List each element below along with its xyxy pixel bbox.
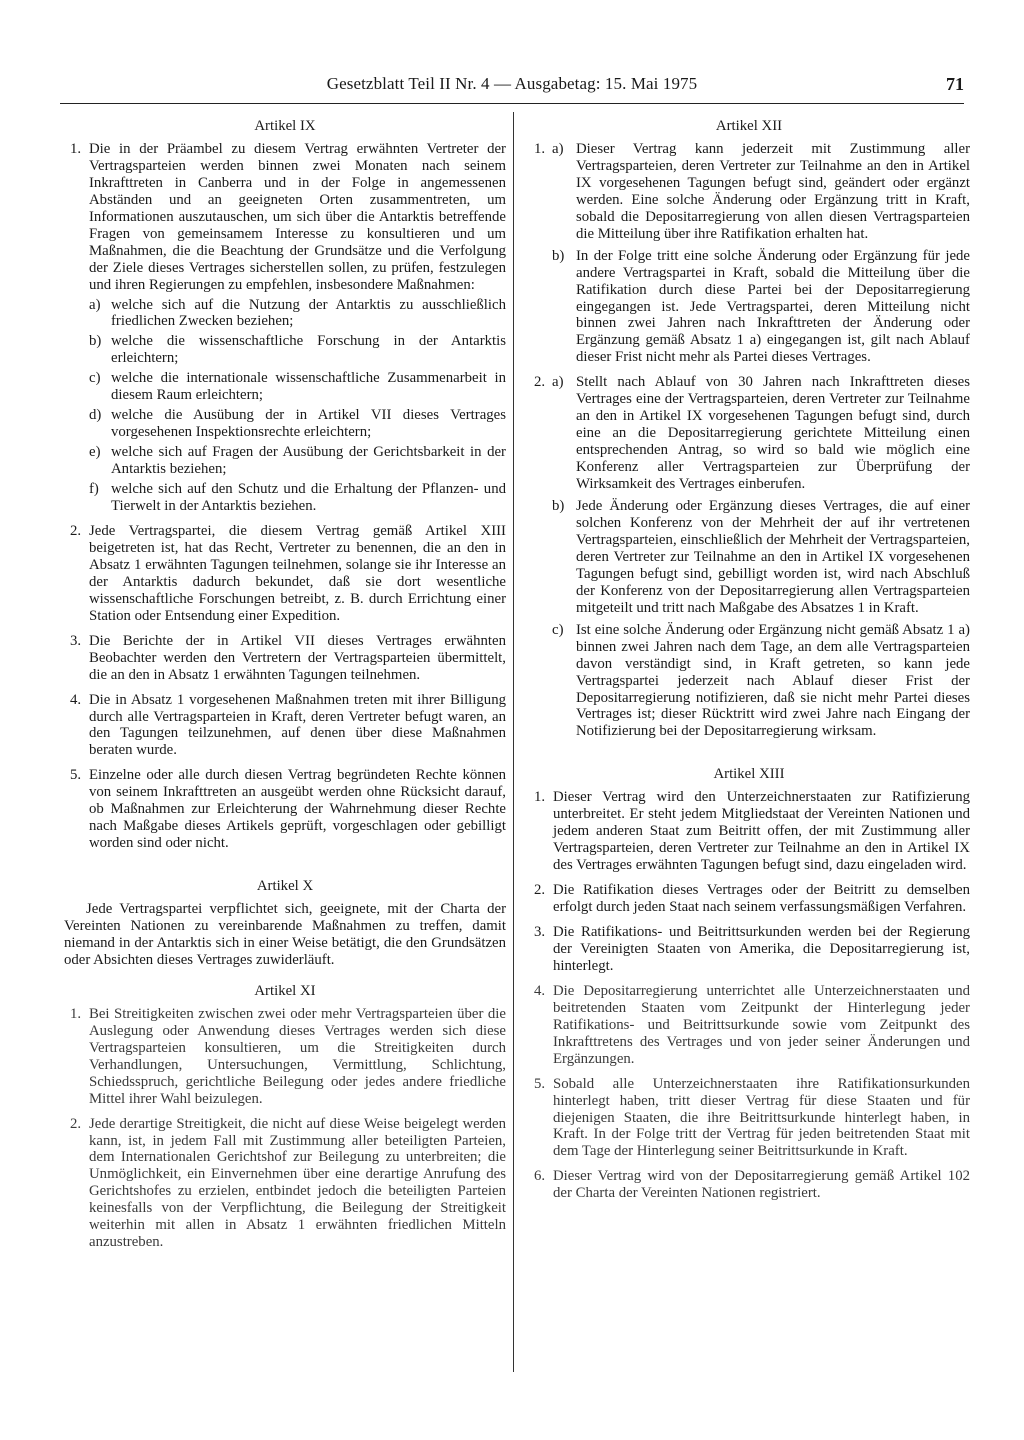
- sub-item-text: welche sich auf den Schutz und die Erhaltung der Pflanzen- und Tierwelt in der Antarktis beziehen.: [111, 481, 506, 515]
- paragraph-number: 3.: [534, 923, 546, 940]
- paragraph-number: 6.: [534, 1168, 546, 1185]
- sub-item-letter: c): [552, 621, 564, 638]
- paragraph: [528, 983, 970, 1068]
- sub-item-text: welche die Ausübung der in Artikel VII dieses Vertrages vorgesehenen Inspektionsrechte erleichtern;: [111, 407, 506, 441]
- sub-item-letter: f): [89, 481, 99, 498]
- paragraph: [64, 1006, 506, 1108]
- sub-item: [552, 498, 970, 617]
- paragraph-number: 2.: [70, 522, 82, 539]
- paragraph-number: 2.: [534, 882, 546, 899]
- paragraph: [528, 141, 970, 366]
- paragraph: [528, 1076, 970, 1161]
- paragraph: [528, 374, 970, 740]
- paragraph: [528, 882, 970, 916]
- paragraph-text: Jede Vertragspartei, die diesem Vertrag gemäß Artikel XIII beigetreten ist, hat das Recht, Vertreter zu benennen, die an den in Absatz 1 erwähnten Tagungen teilnehmen, solange sie ihr Interesse an der Antarktis dadurch bekundet, daß sie dort wesentliche wissenschaftliche Forschungen betreibt, z. B. durch Errichtung einer Station oder Entsendung einer Expedition.: [89, 522, 506, 624]
- paragraph-number: 5.: [70, 767, 82, 784]
- paragraph-number: 5.: [534, 1075, 546, 1092]
- paragraph-number: 1.: [70, 1005, 82, 1022]
- left-column: [64, 118, 506, 1259]
- paragraph-number: 4.: [70, 691, 82, 708]
- paragraph-number: 2.: [534, 374, 546, 391]
- article-heading: Artikel XIII: [713, 766, 785, 783]
- sub-item: [89, 481, 506, 515]
- sub-item-text: Dieser Vertrag kann jederzeit mit Zustimmung aller Vertragsparteien, deren Vertreter zur Teilnahme an den in Artikel IX vorgesehenen Tagungen befugt sind, geändert oder ergänzt werden. Eine solche Änderung oder Ergänzung tritt in Kraft, sobald die Depositarregierung von allen diesen Vertragsparteien die Mitteilung über ihre Ratifikation erhalten hat.: [576, 140, 970, 242]
- sub-item-letter: b): [89, 333, 102, 350]
- sub-item-text: In der Folge tritt eine solche Änderung oder Ergänzung für jede andere Vertragspartei in Kraft, sobald die Mitteilung über die Ratifikation durch diese Partei bei der Depositarregierung eingegangen ist. Jede Vertragspartei, deren Mitteilung nicht binnen zwei Jahren nach Inkrafttreten der Änderung oder Ergänzung gemäß Absatz 1 a) eingegangen ist, gilt nach Ablauf dieser Frist nicht mehr als Partei dieses Vertrages.: [576, 247, 970, 366]
- paragraph-text: Sobald alle Unterzeichnerstaaten ihre Ratifikationsurkunden hinterlegt haben, tritt dieser Vertrag für diese Staaten und für diejenigen Staaten, die ihre Beitrittsurkunde hinterlegt haben, in Kraft. In der Folge tritt der Vertrag für jeden beitretenden Staat mit dem Tage der Hinterlegung seiner Beitrittsurkunde in Kraft.: [553, 1075, 970, 1160]
- paragraph-number: 1.: [534, 789, 546, 806]
- sub-item-letter: a): [89, 296, 101, 313]
- sub-item-text: Ist eine solche Änderung oder Ergänzung nicht gemäß Absatz 1 a) binnen zwei Jahren nach dem Tage, an dem alle Vertragsparteien davon verständigt sind, in Kraft getreten, so kann jede Vertragspartei jederzeit nach Ablauf dieser Frist der Depositarregierung notifizieren, daß sie nicht mehr Partei dieses Vertrages ist; dieser Rücktritt wird zwei Jahre nach Eingang der Notifizierung bei der Depositarregierung wirksam.: [576, 621, 970, 740]
- sub-item: [89, 297, 506, 331]
- sub-item-text: Jede Änderung oder Ergänzung dieses Vertrages, die auf einer solchen Konferenz von der Mehrheit der auf ihr vertretenen Vertragsparteien, einschließlich der Mehrheit der Vertragsparteien, deren Vertreter zur Teilnahme an den in Artikel IX vorgesehenen Tagungen befugt sind, gebilligt worden ist, wird nach Abschluß der Konferenz von der Depositarregierung allen Vertragsparteien mitgeteilt und tritt nach Maßgabe des Absatzes 1 in Kraft.: [576, 498, 970, 616]
- sub-item-text: welche sich auf Fragen der Ausübung der Gerichtsbarkeit in der Antarktis beziehen;: [111, 444, 506, 478]
- paragraph-number: 3.: [70, 632, 82, 649]
- sub-item-text: welche die wissenschaftliche Forschung in der Antarktis erleichtern;: [111, 333, 506, 367]
- page-number: 71: [946, 74, 964, 94]
- sub-item: [89, 444, 506, 478]
- article-heading: Artikel XI: [254, 982, 316, 999]
- paragraph-number: 4.: [534, 982, 546, 999]
- paragraph-text: Die Depositarregierung unterrichtet alle Unterzeichnerstaaten und beitretenden Staaten vom Zeitpunkt der Hinterlegung jeder Ratifikations- und Beitrittsurkunde sowie vom Zeitpunkt des Inkrafttretens des Vertrages und von jeder seiner Änderungen und Ergänzungen.: [553, 982, 970, 1067]
- paragraph: [64, 633, 506, 684]
- paragraph-text: Bei Streitigkeiten zwischen zwei oder mehr Vertragsparteien über die Auslegung oder Anwendung dieses Vertrages werden sich diese Vertragsparteien konsultieren, um die Streitigkeiten durch Verhandlungen, Untersuchungen, Vermittlung, Schlichtung, Schiedsspruch, gerichtliche Beilegung oder jedes andere friedliche Mittel ihrer Wahl beizulegen.: [89, 1005, 506, 1107]
- paragraph: [64, 1116, 506, 1252]
- paragraph: [528, 924, 970, 975]
- sub-item: [552, 621, 970, 741]
- sub-item-letter: c): [89, 370, 101, 387]
- header-rule: [60, 103, 964, 104]
- paragraph-text: Die in Absatz 1 vorgesehenen Maßnahmen treten mit ihrer Billigung durch alle Vertragsparteien in Kraft, deren Vertreter befugt waren, an den Tagungen teilzunehmen, auf denen über diese Maßnahmen beraten wurde.: [89, 691, 506, 759]
- paragraph-text: Die in der Präambel zu diesem Vertrag erwähnten Vertreter der Vertragsparteien werden binnen zwei Monaten nach seinem Inkrafttreten in Canberra und in der Folge in angemessenen Abständen und an geeigneten Orten zusammentreten, um Informationen auszutauschen, um sich über die Antarktis betreffende Fragen von gemeinsamem Interesse zu konsultieren und um Maßnahmen, die die Beachtung der Grundsätze und die Verfolgung der Ziele dieses Vertrages sicherstellen sollen, zu prüfen, festzulegen und ihren Regierungen zu empfehlen, insbesondere Maßnahmen:: [89, 140, 506, 293]
- header-title: Gesetzblatt Teil II Nr. 4 — Ausgabetag: 15. Mai 1975: [326, 74, 698, 93]
- sub-item: [89, 407, 506, 441]
- paragraph-text: Dieser Vertrag wird den Unterzeichnerstaaten zur Ratifizierung unterbreitet. Er steht jedem Mitgliedstaat der Vereinten Nationen und jedem anderen Staat zum Beitritt offen, der mit Zustimmung aller Vertragsparteien, deren Vertreter zur Teilnahme an den in Artikel IX des Vertrages erwähnten Tagungen befugt sind, dazu eingeladen wird.: [553, 789, 970, 874]
- paragraph-text: Die Ratifikation dieses Vertrages oder der Beitritt zu demselben erfolgt durch jeden Staat nach seinem verfassungsmäßigen Verfahren.: [553, 882, 970, 916]
- sub-item-letter: a): [552, 374, 564, 391]
- paragraph: [528, 789, 970, 874]
- paragraph: [64, 141, 506, 515]
- sub-item-letter: a): [552, 140, 564, 157]
- paragraph: [528, 1168, 970, 1202]
- paragraph: [64, 523, 506, 625]
- paragraph-text: Jede Vertragspartei verpflichtet sich, geeignete, mit der Charta der Vereinten Nationen zu vereinbarende Maßnahmen zu treffen, damit niemand in der Antarktis sich in einer Weise betätigt, die den Grundsätzen oder Absichten dieses Vertrages zuwiderläuft.: [64, 901, 506, 968]
- paragraph: [64, 692, 506, 760]
- right-column: [528, 118, 970, 1210]
- paragraph-text: Die Berichte der in Artikel VII dieses Vertrages erwähnten Beobachter werden den Vertretern der Vertragsparteien übermittelt, die an den in Absatz 1 erwähnten Tagungen teilnehmen.: [89, 632, 506, 683]
- sub-item-letter: b): [552, 247, 565, 264]
- paragraph-text: Die Ratifikations- und Beitrittsurkunden werden bei der Regierung der Vereinigten Staaten von Amerika, die Depositarregierung ist, hinterlegt.: [553, 923, 970, 974]
- paragraph-number: 1.: [534, 140, 546, 157]
- article-heading: Artikel X: [256, 878, 314, 895]
- sub-item-text: welche sich auf die Nutzung der Antarktis zu ausschließlich friedlichen Zwecken beziehen;: [111, 296, 506, 330]
- paragraph: [64, 767, 506, 852]
- article-heading: Artikel XII: [715, 118, 783, 134]
- sub-item-text: Stellt nach Ablauf von 30 Jahren nach Inkrafttreten dieses Vertrages eine der Vertragsparteien, deren Vertreter zur Teilnahme an den in Artikel IX vorgesehenen Tagungen befugt sind, durch eine an die Depositarregierung gerichtete Mitteilung einen entsprechenden Antrag, so wird so bald wie möglich eine Konferenz aller Vertragsparteien zur Überprüfung der Wirksamkeit des Vertrages einberufen.: [576, 374, 970, 493]
- paragraph-number: 2.: [70, 1115, 82, 1132]
- page-header: [60, 74, 964, 102]
- sub-item: [89, 370, 506, 404]
- paragraph-text: Jede derartige Streitigkeit, die nicht auf diese Weise beigelegt werden kann, ist, in jedem Fall mit Zustimmung aller beteiligten Parteien, dem Internationalen Gerichtshof zur Beilegung zu unterbreiten; die Unmöglichkeit, ein Einvernehmen über eine derartige Anrufung des Gerichtshofes zu erzielen, entbindet jedoch die beteiligten Parteien keinesfalls von der Verpflichtung, die Beilegung der Streitigkeit weiterhin mit allen in Absatz 1 erwähnten friedlichen Mitteln anzustreben.: [89, 1115, 506, 1251]
- sub-item-letter: d): [89, 407, 102, 424]
- sub-item-text: welche die internationale wissenschaftliche Zusammenarbeit in diesem Raum erleichtern;: [111, 370, 506, 404]
- sub-item: [89, 333, 506, 367]
- paragraph-text: Dieser Vertrag wird von der Depositarregierung gemäß Artikel 102 der Charta der Vereinten Nationen registriert.: [553, 1168, 970, 1202]
- paragraph-number: 1.: [70, 140, 82, 157]
- column-divider: [513, 112, 514, 1372]
- article-heading: Artikel IX: [254, 118, 316, 134]
- sub-item-letter: b): [552, 498, 565, 515]
- sub-item-letter: e): [89, 444, 101, 461]
- paragraph-text: Einzelne oder alle durch diesen Vertrag begründeten Rechte können von seinem Inkrafttreten an ausgeübt werden ohne Rücksicht darauf, ob Maßnahmen zur Erleichterung der Wahrnehmung dieser Rechte nach Maßgabe dieses Artikels geprüft, vorgeschlagen oder gebilligt worden sind oder nicht.: [89, 767, 506, 852]
- sub-item: [552, 247, 970, 367]
